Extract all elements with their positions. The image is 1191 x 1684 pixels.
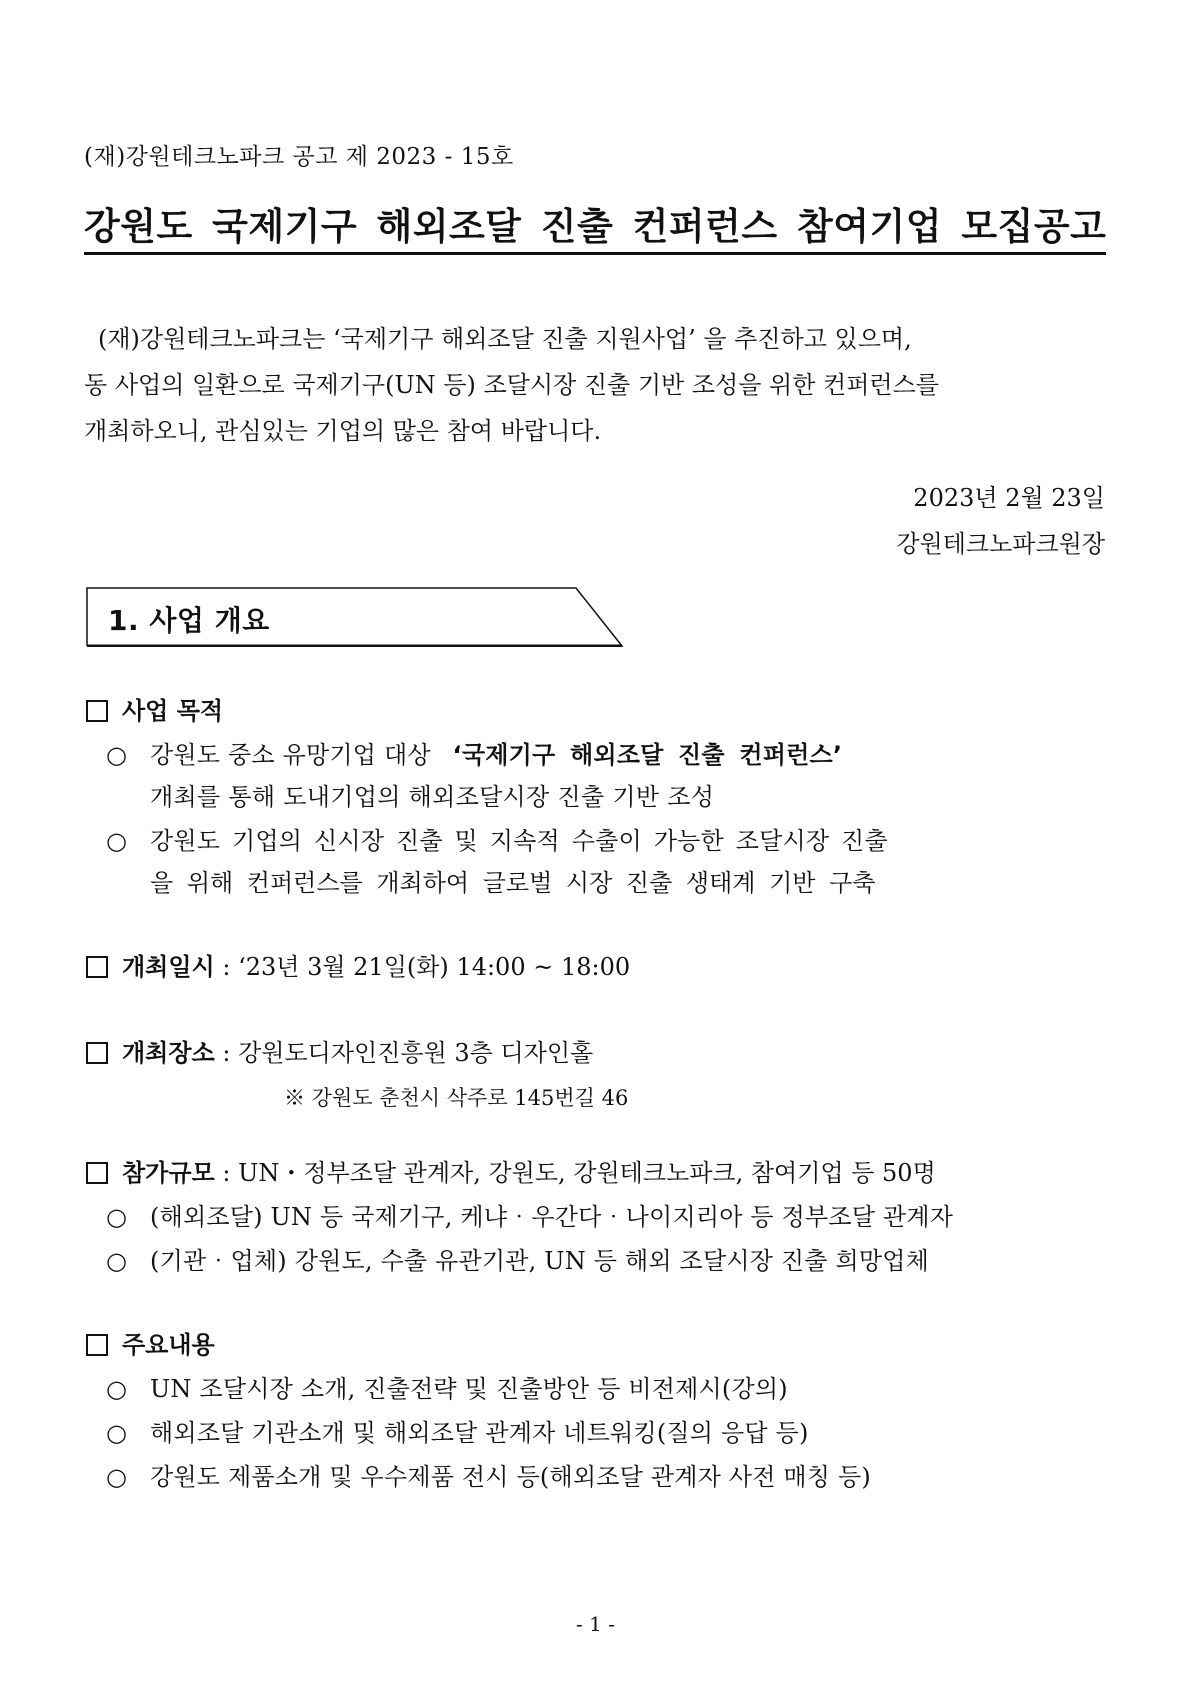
- contents-item: [106, 1416, 809, 1450]
- purpose-item2-continued: 을 위해 컨퍼런스를 개최하여 글로벌 시장 진출 생태계 기반 구축: [150, 869, 876, 897]
- checkbox-icon: [86, 700, 108, 722]
- scale-title: 참가규모: [122, 1159, 215, 1187]
- circle-bullet-icon: ○: [106, 1375, 128, 1403]
- circle-bullet-icon: ○: [106, 1463, 128, 1491]
- purpose-heading: [86, 694, 223, 728]
- section-heading-label: 1. 사업 개요: [108, 604, 270, 637]
- purpose-item: [106, 738, 842, 772]
- checkbox-icon: [86, 1334, 108, 1356]
- venue-value: : 강원도디자인진흥원 3층 디자인홀: [214, 1039, 594, 1067]
- venue-title: 개최장소: [122, 1039, 215, 1067]
- issuer-name: 강원테크노파크원장: [896, 530, 1105, 558]
- scale-item: [106, 1200, 953, 1234]
- issue-date: 2023년 2월 23일: [913, 484, 1105, 512]
- scale-item: [106, 1244, 929, 1278]
- schedule-title: 개최일시: [122, 953, 215, 981]
- contents-item: [106, 1372, 788, 1406]
- circle-bullet-icon: ○: [106, 1203, 128, 1231]
- document-title: 강원도 국제기구 해외조달 진출 컨퍼런스 참여기업 모집공고: [84, 206, 1106, 255]
- intro-line: (재)강원테크노파크는 ‘국제기구 해외조달 진출 지원사업’ 을 추진하고 있으며,: [98, 325, 912, 353]
- purpose-item1-text: 강원도 중소 유망기업 대상: [150, 741, 439, 769]
- contents-heading: [86, 1328, 215, 1362]
- checkbox-icon: [86, 956, 108, 978]
- contents-item: [106, 1460, 871, 1494]
- page-number: - 1 -: [576, 1612, 615, 1636]
- contents-item3-text: 강원도 제품소개 및 우수제품 전시 등(해외조달 관계자 사전 매칭 등): [150, 1463, 871, 1491]
- circle-bullet-icon: ○: [106, 1419, 128, 1447]
- intro-line: 동 사업의 일환으로 국제기구(UN 등) 조달시장 진출 기반 조성을 위한 컨퍼런스를: [84, 371, 939, 399]
- title-wrapper: [84, 205, 1107, 255]
- scale-item1-text: (해외조달) UN 등 국제기구, 케냐‧우간다‧나이지리아 등 정부조달 관계자: [150, 1203, 954, 1231]
- schedule-row: [86, 950, 630, 984]
- schedule-value: : ‘23년 3월 21일(화) 14:00 ~ 18:00: [214, 953, 631, 981]
- contents-item2-text: 해외조달 기관소개 및 해외조달 관계자 네트워킹(질의 응답 등): [150, 1419, 809, 1447]
- notice-number: (재)강원테크노파크 공고 제 2023 - 15호: [84, 144, 514, 170]
- circle-bullet-icon: ○: [106, 827, 128, 855]
- issuer-block: [896, 475, 1105, 567]
- circle-bullet-icon: ○: [106, 741, 128, 769]
- intro-line: 개최하오니, 관심있는 기업의 많은 참여 바랍니다.: [84, 417, 602, 445]
- scale-value: : UN・정부조달 관계자, 강원도, 강원테크노파크, 참여기업 등 50명: [214, 1159, 936, 1187]
- purpose-item1-continued: 개최를 통해 도내기업의 해외조달시장 진출 기반 조성: [150, 783, 715, 811]
- purpose-item1-bold: ‘국제기구 해외조달 진출 컨퍼런스’: [452, 741, 843, 769]
- section-heading-box: [86, 587, 624, 647]
- contents-title: 주요내용: [122, 1331, 215, 1359]
- intro-paragraph: [84, 316, 1106, 454]
- purpose-item: [106, 824, 888, 858]
- purpose-title: 사업 목적: [122, 697, 224, 725]
- purpose-item2-text: 강원도 기업의 신시장 진출 및 지속적 수출이 가능한 조달시장 진출: [150, 827, 888, 855]
- contents-item1-text: UN 조달시장 소개, 진출전략 및 진출방안 등 비전제시(강의): [150, 1375, 788, 1403]
- scale-item2-text: (기관‧업체) 강원도, 수출 유관기관, UN 등 해외 조달시장 진출 희망업체: [150, 1247, 930, 1275]
- scale-row: [86, 1156, 936, 1190]
- checkbox-icon: [86, 1042, 108, 1064]
- checkbox-icon: [86, 1162, 108, 1184]
- venue-row: [86, 1036, 593, 1070]
- venue-address-note: ※ 강원도 춘천시 삭주로 145번길 46: [284, 1086, 629, 1110]
- circle-bullet-icon: ○: [106, 1247, 128, 1275]
